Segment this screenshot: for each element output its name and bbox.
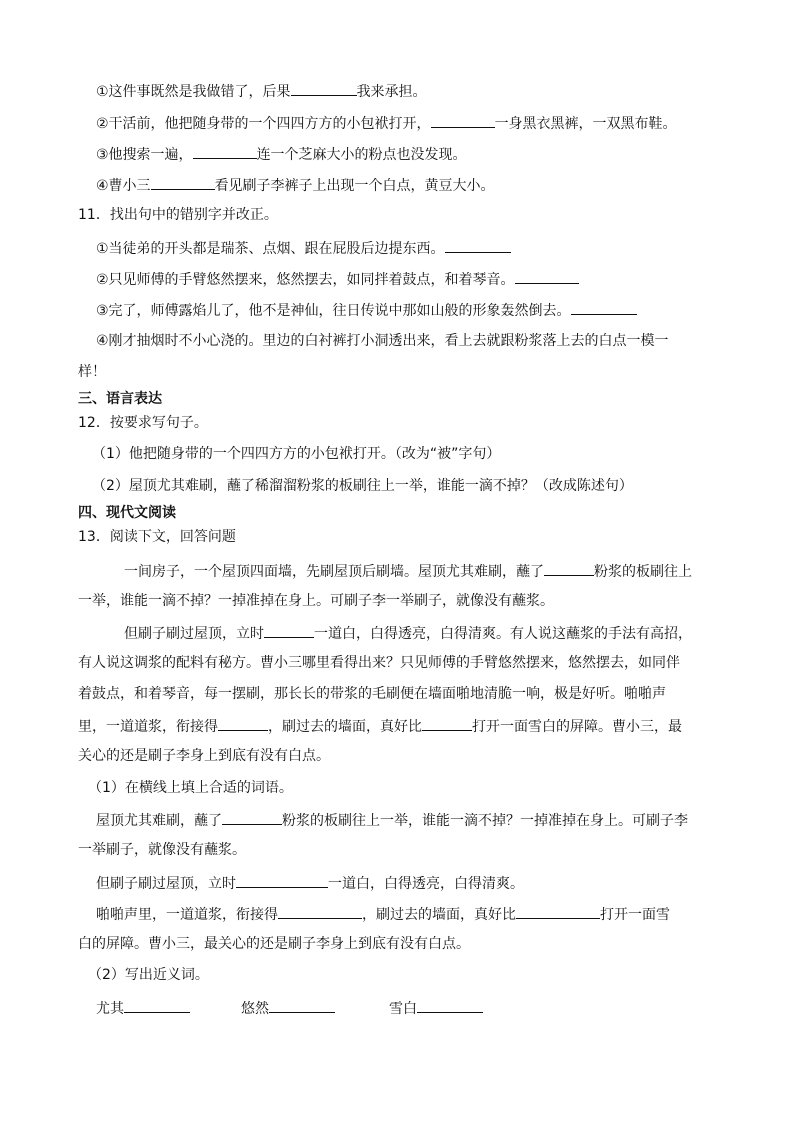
q12-item-1: （1）他把随身带的一个四四方方的小包袱打开。（改为“被”字句） — [92, 446, 501, 462]
section-3-title: 三、语言表达 — [78, 391, 162, 407]
sub1-text: ，刷过去的墙面，真好比 — [362, 907, 516, 923]
answer-blank[interactable] — [431, 112, 495, 128]
sub1-s3-line1 — [96, 903, 670, 925]
sub1-s2 — [96, 872, 524, 894]
answer-blank[interactable] — [291, 80, 357, 96]
passage-text: 但刷子刷过屋顶，立时 — [124, 626, 264, 642]
answer-blank[interactable] — [151, 174, 215, 190]
answer-blank[interactable] — [516, 903, 600, 919]
passage-p2-line5: 关心的还是刷子李身上到底有没有白点。 — [78, 748, 330, 764]
passage-text: ，刷过去的墙面，真好比 — [268, 719, 422, 735]
q12-item-2: （2）屋顶尤其难刷，蘸了稀溜溜粉浆的板刷往上一举，谁能一滴不掉？（改成陈述句） — [92, 478, 633, 494]
q10-item-2-after: 一身黑衣黑裤，一双黑布鞋。 — [494, 116, 677, 132]
answer-blank[interactable] — [269, 997, 335, 1013]
q12-title: 12．按要求写句子。 — [78, 415, 208, 431]
answer-blank[interactable] — [193, 143, 257, 159]
q10-item-1-after: 我来承担。 — [356, 84, 427, 100]
passage-p2-line2: 有人说这调浆的配料有秘方。曹小三哪里看得出来？只见师傅的手臂悠然摆来，悠然摆去，如同伴 — [78, 655, 680, 671]
synonym-1 — [96, 997, 190, 1019]
passage-blank — [422, 715, 472, 731]
q10-item-4 — [96, 174, 495, 196]
q11-title: 11．找出句中的错别字并改正。 — [78, 207, 278, 223]
q10-item-1-before: ①这件事既然是我做错了，后果 — [96, 84, 291, 100]
answer-blank[interactable] — [236, 872, 328, 888]
passage-p1-line2: 一举，谁能一滴不掉？一掉准掉在身上。可刷子李一举刷子，就像没有蘸浆。 — [78, 593, 554, 609]
q13-title: 13．阅读下文，回答问题 — [78, 529, 236, 545]
sub1-text: 打开一面雪 — [600, 907, 670, 923]
passage-text: 里，一道道浆，衔接得 — [78, 719, 218, 735]
q10-item-3-after: 连一个芝麻大小的粉点也没发现。 — [256, 147, 467, 163]
q10-item-2-before: ②干活前，他把随身带的一个四四方方的小包袱打开， — [96, 116, 431, 132]
q11-item-4-line2: 样！ — [78, 364, 106, 380]
q10-item-3-before: ③他搜索一遍， — [96, 147, 193, 163]
q11-item-4-line1: ④刚才抽烟时不小心浇的。里边的白衬裤打小洞透出来，看上去就跟粉浆落上去的白点一模一 — [96, 333, 669, 349]
answer-blank[interactable] — [417, 997, 483, 1013]
passage-blank — [264, 622, 314, 638]
q11-item-1 — [96, 237, 511, 259]
answer-blank[interactable] — [278, 903, 362, 919]
passage-p2-line3: 着鼓点，和着琴音，每一摆刷，那长长的带浆的毛刷便在墙面啪地清脆一响，极是好听。啪啪声 — [78, 686, 666, 702]
sub1-text: 啪啪声里，一道道浆，衔接得 — [96, 907, 278, 923]
sub1-text: 粉浆的板刷往上一举，谁能一滴不掉？一掉准掉在身上。可刷子李 — [282, 813, 688, 829]
q10-item-4-after: 看见刷子李裤子上出现一个白点，黄豆大小。 — [214, 178, 495, 194]
q10-item-1 — [96, 80, 427, 102]
sub1-text: 但刷子刷过屋顶，立时 — [96, 876, 236, 892]
synonym-word: 尤其 — [96, 1001, 124, 1017]
passage-text: 粉浆的板刷往上 — [594, 564, 692, 580]
q11-item-2-text: ②只见师傅的手臂悠然摆来，悠然摆去，如同拌着鼓点，和着琴音。 — [96, 272, 515, 288]
answer-blank[interactable] — [124, 997, 190, 1013]
sub1-s3-line2: 白的屏障。曹小三，最关心的还是刷子李身上到底有没有白点。 — [78, 936, 470, 952]
passage-blank — [544, 560, 594, 576]
synonym-word: 雪白 — [389, 1001, 417, 1017]
passage-p2-line4 — [78, 715, 682, 737]
passage-text: 一间房子，一个屋顶四面墙，先刷屋顶后刷墙。屋顶尤其难刷，蘸了 — [124, 564, 544, 580]
sub2-title: （2）写出近义词。 — [88, 967, 209, 983]
passage-text: 打开一面雪白的屏障。曹小三，最 — [472, 719, 682, 735]
section-4-title: 四、现代文阅读 — [78, 505, 176, 521]
q11-item-1-text: ①当徒弟的开头都是瑞茶、点烟、跟在屁股后边提东西。 — [96, 241, 445, 257]
answer-blank[interactable] — [222, 809, 282, 825]
sub1-s1-line2: 一举刷子，就像没有蘸浆。 — [78, 842, 246, 858]
answer-blank[interactable] — [571, 299, 637, 315]
passage-blank — [218, 715, 268, 731]
sub1-text: 一道白，白得透亮，白得清爽。 — [328, 876, 524, 892]
q11-item-3-text: ③完了，师傅露焰儿了，他不是神仙，往日传说中那如山般的形象轰然倒去。 — [96, 303, 571, 319]
sub1-s1-line1 — [96, 809, 688, 831]
q11-item-3 — [96, 299, 637, 321]
q11-item-2 — [96, 268, 579, 290]
q10-item-3 — [96, 143, 467, 165]
synonym-3 — [389, 997, 483, 1019]
passage-p1-line1 — [124, 560, 692, 582]
sub1-title: （1）在横线上填上合适的词语。 — [88, 780, 293, 796]
q10-item-2 — [96, 112, 677, 134]
q10-item-4-before: ④曹小三 — [96, 178, 151, 194]
passage-text: 一道白，白得透亮，白得清爽。有人说这蘸浆的手法有高招， — [314, 626, 692, 642]
synonym-2 — [241, 997, 335, 1019]
synonym-word: 悠然 — [241, 1001, 269, 1017]
answer-blank[interactable] — [515, 268, 579, 284]
answer-blank[interactable] — [445, 237, 511, 253]
passage-p2-line1 — [124, 622, 692, 644]
sub1-text: 屋顶尤其难刷，蘸了 — [96, 813, 222, 829]
